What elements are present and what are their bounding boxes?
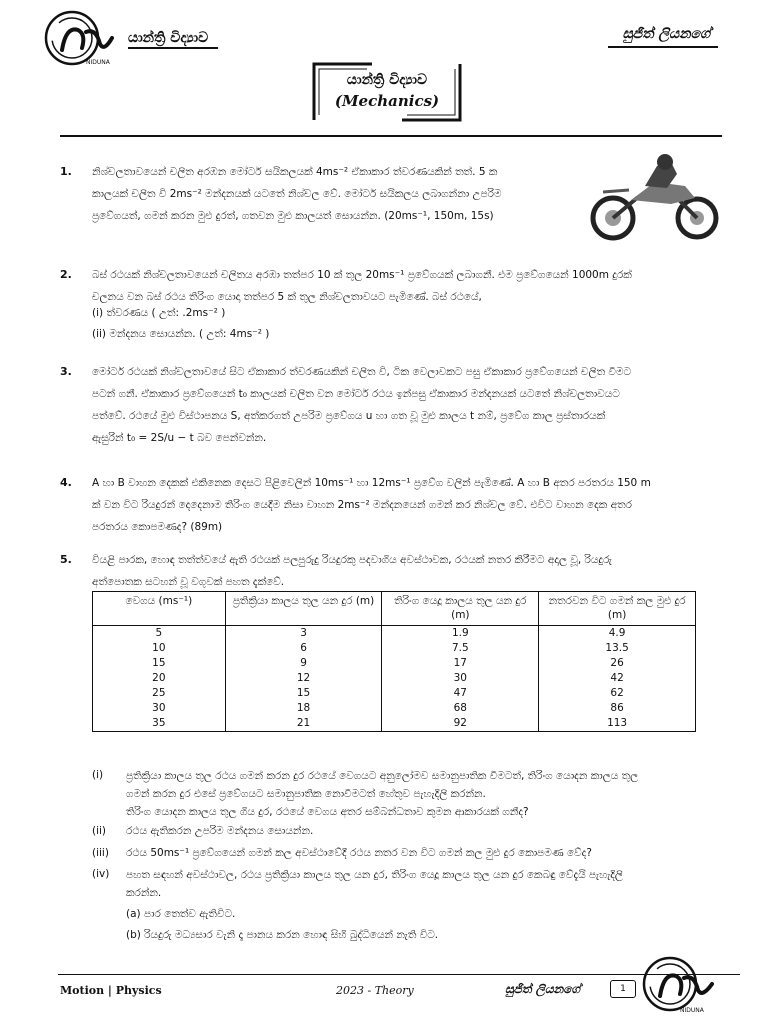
footer-middle: 2023 - Theory — [336, 984, 414, 997]
table-cell: 21 — [225, 716, 382, 732]
table-cell: 30 — [93, 701, 226, 716]
question-number: 5. — [60, 553, 72, 566]
header-author: සුජිත් ලියනගේ — [622, 26, 710, 42]
table-cell: 3 — [225, 626, 382, 642]
table-row — [93, 686, 696, 701]
table-cell: 30 — [382, 671, 539, 686]
footer-rule — [58, 974, 740, 975]
part-i-line-3: තිරිංග යොදන කාලය තුල ගිය දුර, රථයේ වෙගය අතර සම්බන්ධතාව කුමන ආකාරයක් ගනීද? — [126, 806, 529, 818]
table-cell: 20 — [93, 671, 226, 686]
table-header: වෙගය (ms⁻¹) — [93, 592, 226, 626]
part-i-label: (i) — [92, 769, 104, 781]
q5-line-1: වියළි පාරක, හොඳ තත්ත්වයේ ඇති රථයක් පලපුරුදු රියදුරකු පදවාගිය අවස්ථාවක, රථයක් නතර කිරීමට අදාල වූ, රියදුරු — [92, 554, 612, 566]
table-header-row — [93, 592, 696, 626]
header-subject: යාන්ත්‍රි විද්‍යාව — [128, 30, 209, 46]
table-cell: 62 — [539, 686, 696, 701]
table-cell: 86 — [539, 701, 696, 716]
q2-sub-ii: (ii) මන්දනය සොයන්න. ( උත්: 4ms⁻² ) — [92, 328, 270, 340]
question-number: 4. — [60, 476, 72, 489]
table-row — [93, 641, 696, 656]
table-cell: 47 — [382, 686, 539, 701]
niduna-logo-icon — [640, 952, 720, 1018]
table-cell: 10 — [93, 641, 226, 656]
part-iv-text — [126, 866, 726, 902]
stopping-distance-table — [92, 591, 696, 732]
table-cell: 92 — [382, 716, 539, 732]
part-iv-label: (iv) — [92, 868, 110, 880]
question-number: 2. — [60, 268, 72, 281]
q5-line-2: අත්පොතක සටහන් වූ වගුවක් පහත දැක්වේ. — [92, 576, 285, 588]
header-rule-right — [608, 46, 718, 48]
table-cell: 4.9 — [539, 626, 696, 642]
q4-line-1: A හා B වාහන දෙකක් එකිනෙක දෙසට පිළිවෙලින් 10ms⁻¹ හා 12ms⁻¹ ප්‍රවේග වලින් පැමිණේ. A හා B අතර පරතරය 150 m — [92, 477, 651, 489]
q2-line-2: චලනය වන බස් රථය තිරිංග යොදා තත්පර 5 ක් තුල නිශ්චලතාවයට පැමිණේ. බස් රථයේ, — [92, 291, 482, 303]
part-iv-line-1: පහත සඳහන් අවස්ථාවල, රථය ප්‍රතික්‍රියා කාලය තුල යන දුර, තිරිංග යෙදූ කාලය තුල යන දුර කෙබඳු වේදැයි පැහැදිලි — [126, 869, 623, 881]
page-number: 1 — [610, 980, 636, 998]
q4-line-2: ක් වන විට රියදුරන් දෙදෙනාම තිරිංග යෙදීම නිසා වාහන 2ms⁻² මන්දනයෙන් ගමන් කර නිශ්චල වේ. එවිට වාහන දෙක අතර — [92, 499, 633, 511]
table-row — [93, 701, 696, 716]
table-header: නතරවන විට ගමන් කල මුළු දුර (m) — [539, 592, 696, 626]
part-iv-b: (b) රියදුරු මධ්‍යසාර වැනි දෑ පානය කරන හොඳ සිහි බුද්ධියෙන් නැති විට. — [126, 929, 439, 941]
q1-line-3: ප්‍රවේගයත්, ගමන් කරන මුළු දුරත්, ගතවන මුළු කාලයත් සොයන්න. (20ms⁻¹, 150m, 15s) — [92, 210, 494, 222]
part-iii-text: රථය 50ms⁻¹ ප්‍රවේගයෙන් ගමන් කල අවස්ථාවේදී රථය නතර වන විට ගමන් කල මුළු දුර කොපමණ වේද? — [126, 847, 592, 859]
q1-line-1: නිශ්චලතාවයෙන් චලිත අරඹන මෝටර් සයිකලයක් 4ms⁻² ඒකාකාර ත්වරණයකින් තත්. 5 ක — [92, 166, 498, 178]
table-cell: 113 — [539, 716, 696, 732]
table-cell: 17 — [382, 656, 539, 671]
table-cell: 68 — [382, 701, 539, 716]
q4-line-3: පරතරය කොපමණද? (89m) — [92, 521, 223, 533]
table-row — [93, 626, 696, 642]
niduna-logo-icon — [42, 8, 132, 68]
footer-author: සුජිත් ලියනගේ — [505, 982, 580, 996]
title-sinhala: යාන්ත්‍රි විද්‍යාව — [346, 72, 428, 88]
table-header: තිරිංග යෙදූ කාලය තුල යන දුර (m) — [382, 592, 539, 626]
title-english: (Mechanics) — [334, 92, 440, 110]
question-number: 1. — [60, 165, 72, 178]
part-iv-a: (a) පාර තෙත්ව ඇතිවිට. — [126, 908, 236, 920]
main-rule — [60, 135, 722, 137]
q2-sub-i: (i) ත්වරණය ( උත්: .2ms⁻² ) — [92, 307, 226, 319]
table-cell: 25 — [93, 686, 226, 701]
table-cell: 13.5 — [539, 641, 696, 656]
table-cell: 42 — [539, 671, 696, 686]
q3-line-1: මෝටර් රථයක් නිශ්චලතාවයේ සිට ඒකාකාර ත්වරණයකින් චලිත වි, ටික වෙලාවකට පසු ඒකාකාර ප්‍රවේගයෙන් චලිත වීමට — [92, 366, 632, 378]
q3-line-2: පටන් ගනී. ඒකාකාර ප්‍රවේගයෙන් t₀ කාලයක් චලිත වන මෝටර් රථය ඉන්පසු ඒකාකාර මන්දනයක් යටතේ නිශ්චලතාවයට — [92, 388, 620, 400]
table-cell: 18 — [225, 701, 382, 716]
table-cell: 5 — [93, 626, 226, 642]
table-row — [93, 716, 696, 732]
table-cell: 1.9 — [382, 626, 539, 642]
table-cell: 15 — [225, 686, 382, 701]
header-rule-left — [128, 47, 218, 49]
part-i-text — [126, 767, 726, 821]
title-box — [312, 62, 462, 122]
table-cell: 12 — [225, 671, 382, 686]
q1-line-2: කාලයක් චලිත වි 2ms⁻² මන්දනයක් යටතේ නිශ්චල වේ. මෝටර් සයිකලය ලබාගන්නා උපරිම — [92, 188, 502, 200]
part-ii-text: රථය ඇතිකරන උපරිම මන්දනය සොයන්න. — [126, 825, 314, 837]
footer-left: Motion | Physics — [60, 984, 162, 997]
logo-latin-text: NIDUNA — [680, 1007, 704, 1014]
q3-line-3: පත්වේ. රථයේ මුළු විස්ථාපනය S, අත්කරගත් උපරිම ප්‍රවේගය u හා ගත වූ මුළු කාලය t නම්, ප්‍රවේග කාල ප්‍රස්තාරයක් — [92, 410, 606, 422]
table-row — [93, 656, 696, 671]
q3-line-4: ඇසුරින් t₀ = 2S/u − t බව පෙන්වන්න. — [92, 432, 267, 444]
table-header: ප්‍රතික්‍රියා කාලය තුල යන දුර (m) — [225, 592, 382, 626]
table-cell: 35 — [93, 716, 226, 732]
motorcycle-image — [585, 152, 725, 244]
part-iii-label: (iii) — [92, 847, 109, 859]
table-cell: 6 — [225, 641, 382, 656]
logo-latin-text: NIDUNA — [86, 59, 110, 66]
table-row — [93, 671, 696, 686]
table-cell: 26 — [539, 656, 696, 671]
part-ii-label: (ii) — [92, 825, 107, 837]
table-cell: 15 — [93, 656, 226, 671]
q2-line-1: බස් රථයක් නිශ්චලතාවයෙන් චලිතය අරඹා තත්පර 10 ක් තුල 20ms⁻¹ ප්‍රවේගයක් ලබාගනී. එම ප්‍රවේගයෙන් 1000m දුරක් — [92, 269, 632, 281]
table-cell: 9 — [225, 656, 382, 671]
table-cell: 7.5 — [382, 641, 539, 656]
part-i-line-1: ප්‍රතික්‍රියා කාලය තුල රථය ගමන් කරන දුර රථයේ වෙගයට අනුලෝමව සමානුපාතික වීමටත්, තිරිංග යොදන කාලය තුල — [126, 770, 639, 782]
question-number: 3. — [60, 365, 72, 378]
part-i-line-2: ගමන් කරන දුර එසේ ප්‍රවේගයට සමානුපාතික නොවීමටත් හේතුව පැහැදිලි කරන්න. — [126, 788, 486, 800]
part-iv-line-2: කරන්න. — [126, 887, 162, 899]
